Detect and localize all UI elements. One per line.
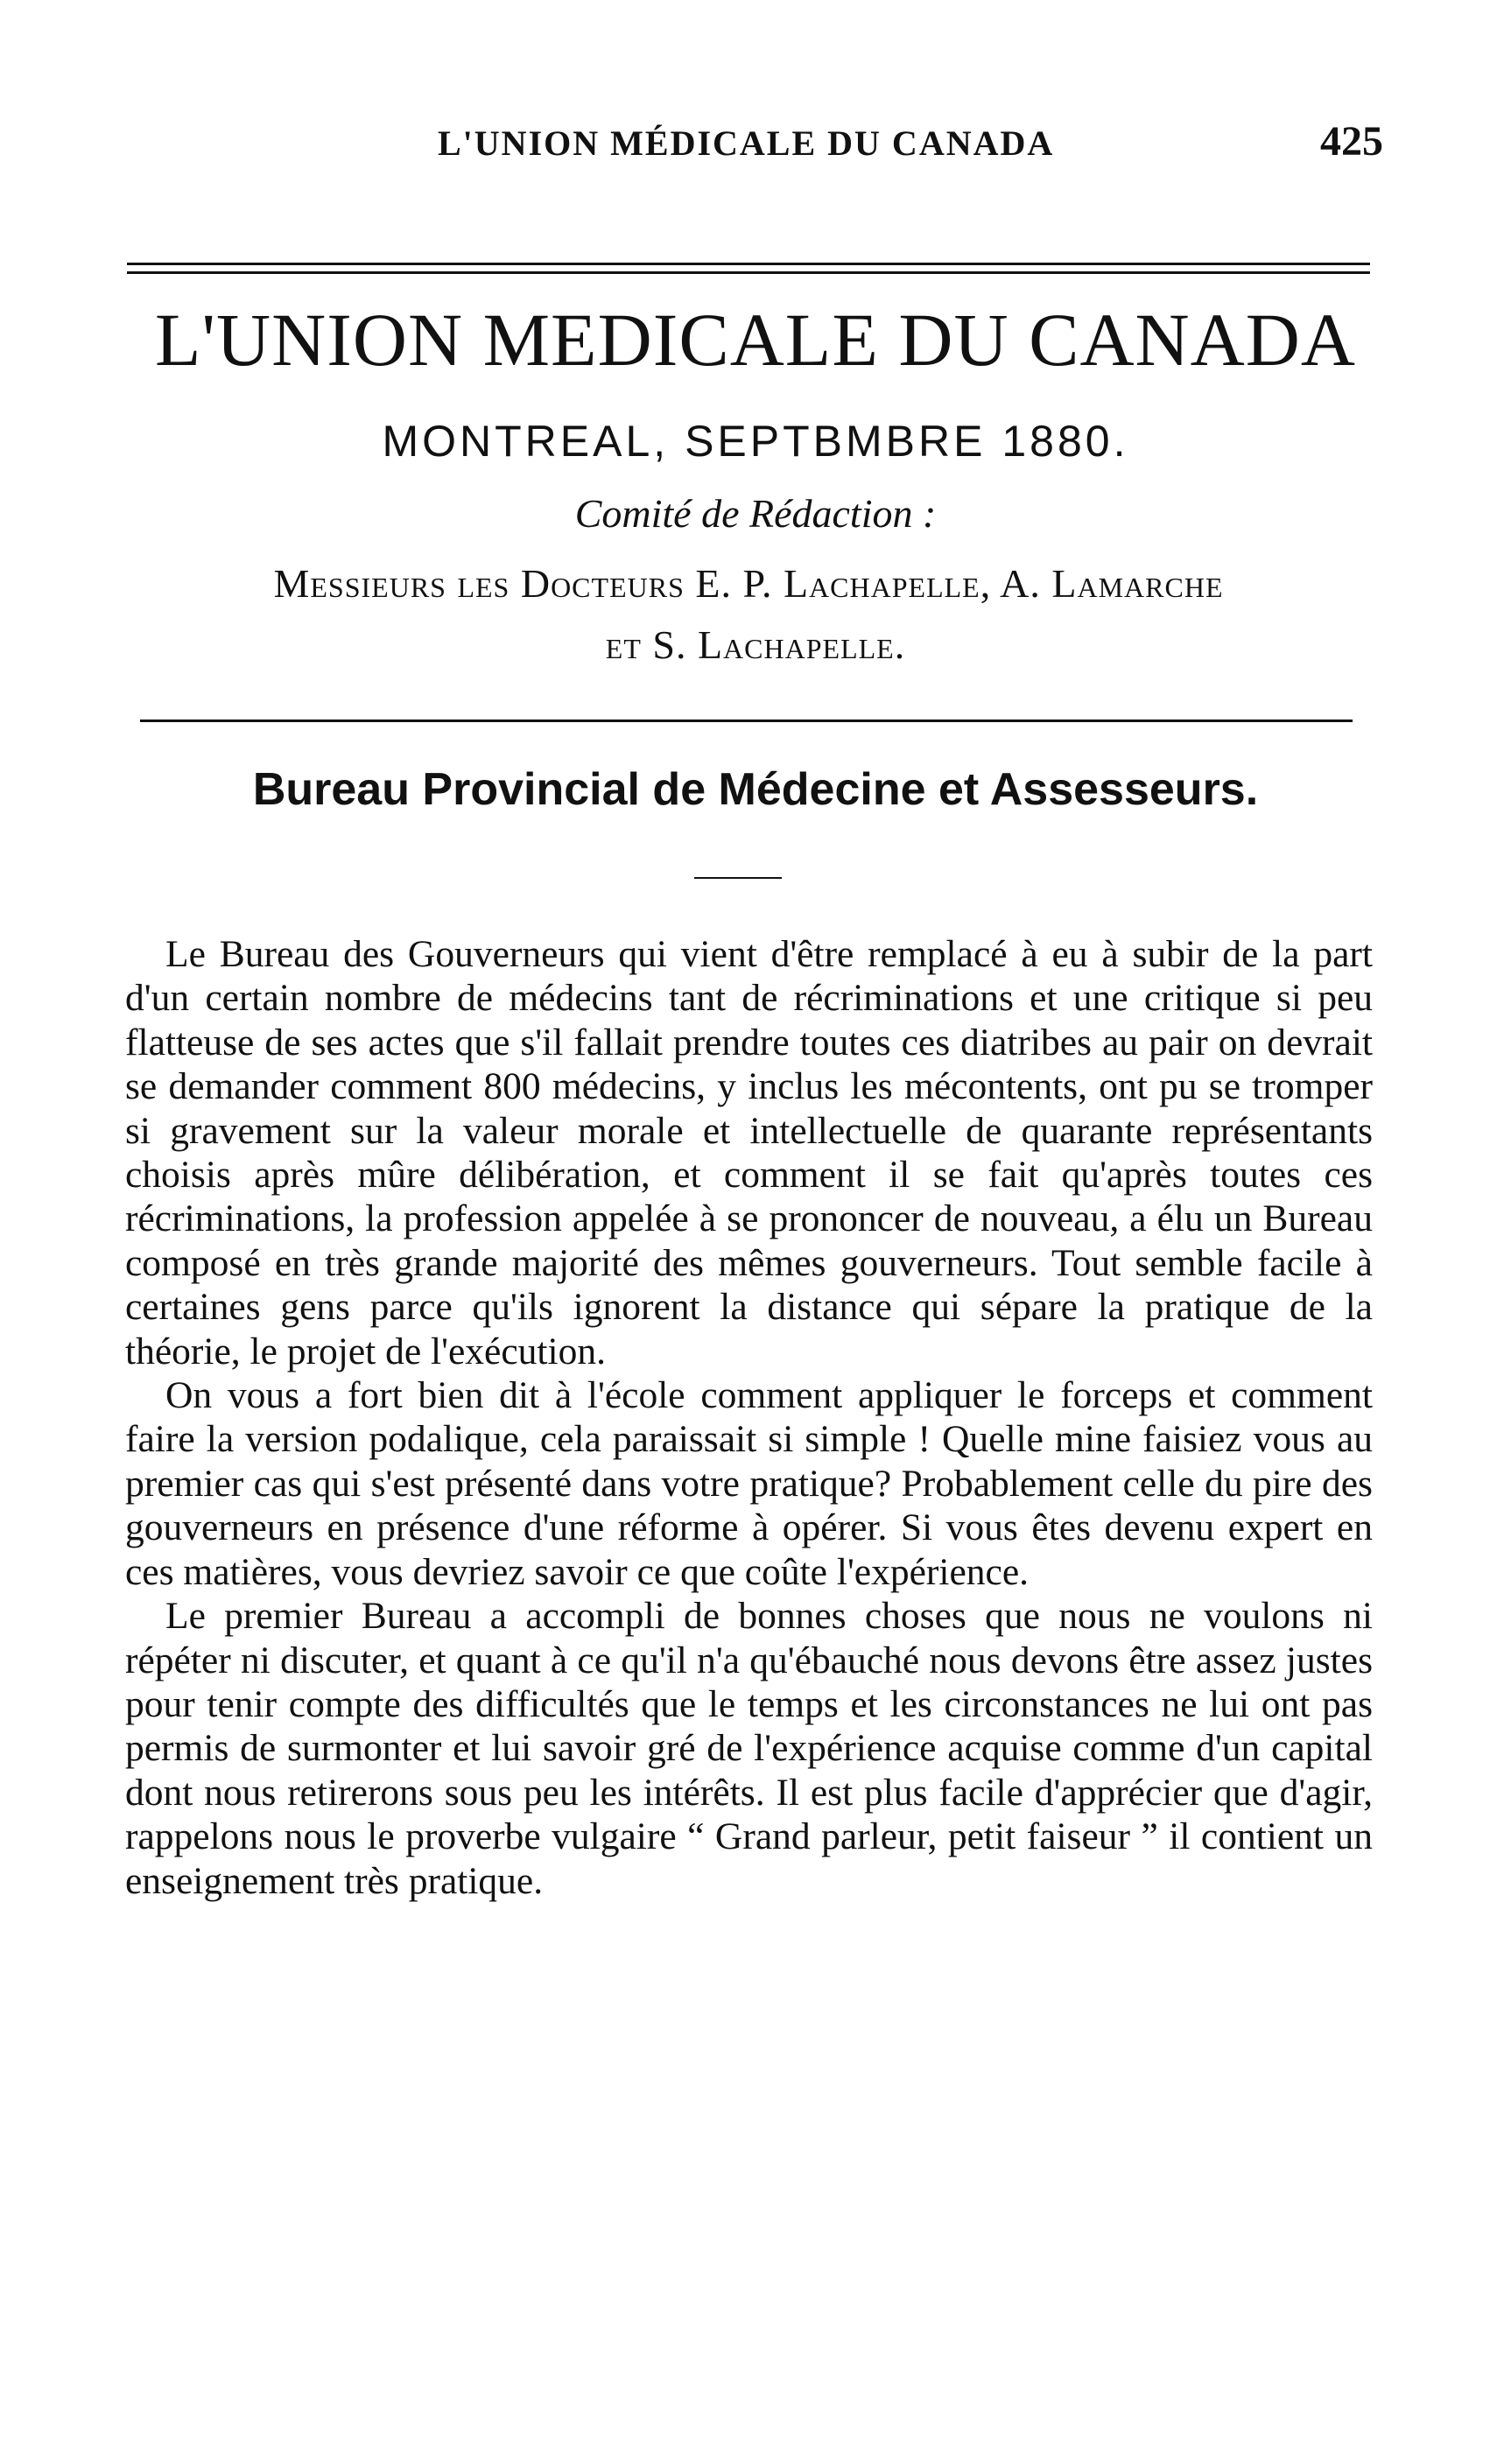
article-paragraph: Le Bureau des Gouverneurs qui vient d'être remplacé à eu à subir de la part d'un certain nombre de médecins tant de récriminations et une critique si peu flatteuse de ses actes que s'il fallait prendre toutes ces diatribes au pair on devrait se demander comment 800 médecins, y inclus les mécontents, ont pu se tromper si gravement sur la valeur morale et intellectuelle de quarante représentants choisis après mûre délibération, et comment il se fait qu'après toutes ces récriminations, la profession appelée à se prononcer de nouveau, a élu un Bureau composé en très grande majorité des mêmes gouverneurs. Tout semble facile à certaines gens parce qu'ils ignorent la distance qui sépare la pratique de la théorie, le projet de l'exécution. <box>125 933 1373 1372</box>
editors-line-continued: et S. Lachapelle. <box>605 622 906 667</box>
title-separator-rule <box>694 877 782 879</box>
masthead-top-rule-inner <box>127 271 1370 274</box>
article-body <box>125 932 1373 1903</box>
committee-label: Comité de Rédaction : <box>574 491 937 536</box>
article-paragraph: Le premier Bureau a accompli de bonnes choses que nous ne voulons ni répéter ni discuter, et quant à ce qu'il n'a qu'ébauché nous devons être assez justes pour tenir compte des difficultés que le temps et les circonstances ne lui ont pas permis de surmonter et lui savoir gré de l'expérience acquise comme d'un capital dont nous retirerons sous peu les intérêts. Il est plus facile d'apprécier que d'agir, rappelons nous le proverbe vulgaire “ Grand parleur, petit faiseur ” il contient un enseignement très pratique. <box>125 1595 1373 1902</box>
masthead-bottom-rule <box>140 720 1353 722</box>
article-title: Bureau Provincial de Médecine et Assesseurs. <box>252 764 1259 815</box>
running-head-title: L'UNION MÉDICALE DU CANADA <box>438 123 1055 163</box>
editors-line: Messieurs les Docteurs E. P. Lachapelle, A. Lamarche <box>273 561 1224 606</box>
article-paragraph: On vous a fort bien dit à l'école comment appliquer le forceps et comment faire la version podalique, cela paraissait si simple ! Quelle mine faisiez vous au premier cas qui s'est présenté dans votre pratique? Probablement celle du pire des gouverneurs en présence d'une réforme à opérer. Si vous êtes devenu expert en ces matières, vous devriez savoir ce que coûte l'expérience. <box>125 1374 1373 1593</box>
masthead-dateline: MONTREAL, SEPTBMBRE 1880. <box>382 417 1129 466</box>
masthead-top-rule <box>127 263 1370 265</box>
page-number: 425 <box>1320 118 1383 165</box>
running-head <box>0 118 1511 166</box>
masthead-title: L'UNION MEDICALE DU CANADA <box>155 298 1356 382</box>
